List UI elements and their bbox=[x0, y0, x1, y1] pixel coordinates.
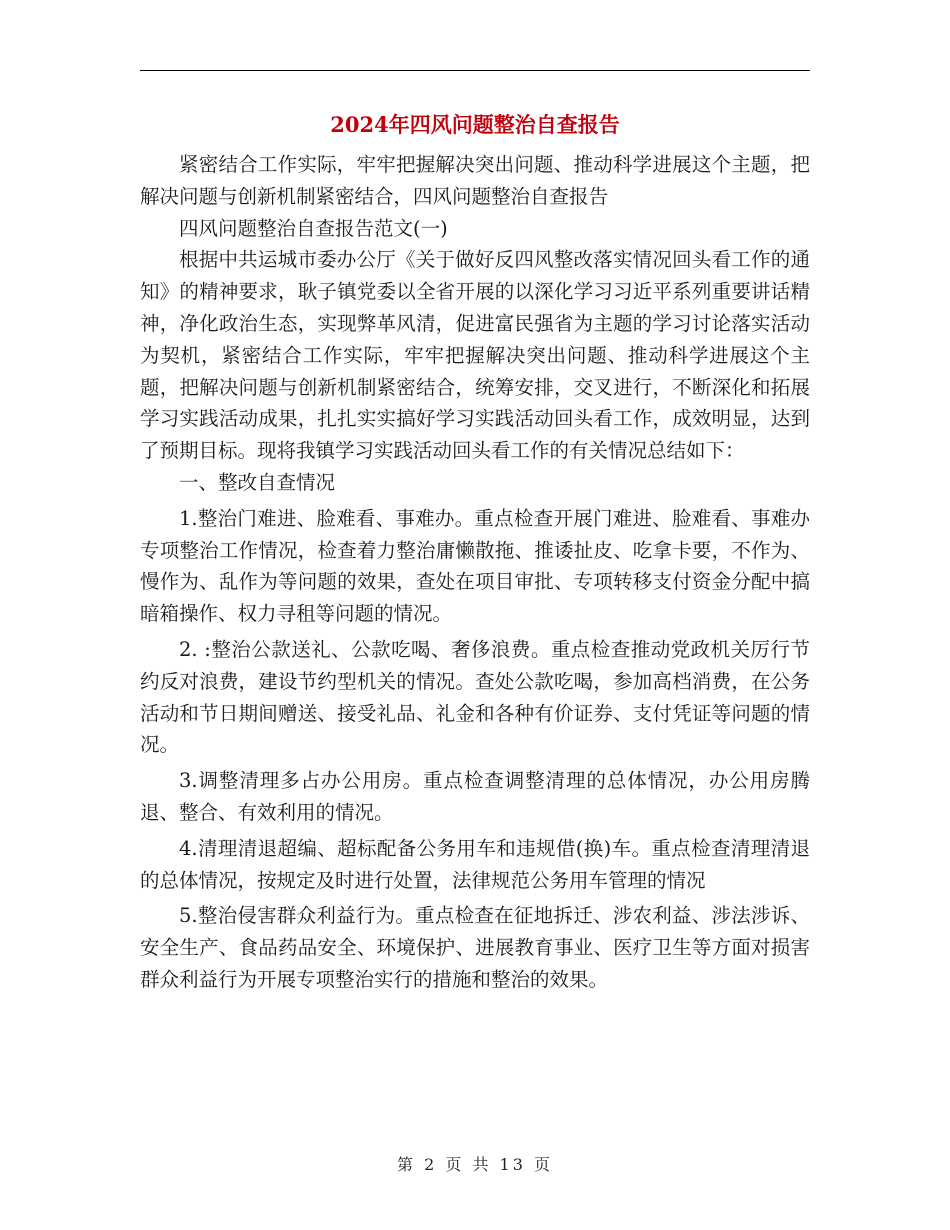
paragraph-item-1: 1.整治门难进、脸难看、事难办。重点检查开展门难进、脸难看、事难办专项整治工作情况，检查着力整治庸懒散拖、推诿扯皮、吃拿卡要，不作为、慢作为、乱作为等问题的效果，查处在项目审批、专项转移支付资金分配中搞暗箱操作、权力寻租等问题的情况。 bbox=[140, 506, 810, 626]
paragraph-subtitle: 四风问题整治自查报告范文(一) bbox=[179, 216, 448, 240]
document-body bbox=[140, 149, 810, 996]
paragraph-background: 根据中共运城市委办公厅《关于做好反四风整改落实情况回头看工作的通知》的精神要求，耿子镇党委以全省开展的以深化学习习近平系列重要讲话精神，净化政治生态，实现弊革风清，促进富民强省为主题的学习讨论落实活动为契机，紧密结合工作实际，牢牢把握解决突出问题、推动科学进展这个主题，把解决问题与创新机制紧密结合，统筹安排，交叉进行，不断深化和拓展学习实践活动成果，扎扎实实搞好学习实践活动回头看工作，成效明显，达到了预期目标。现将我镇学习实践活动回头看工作的有关情况总结如下： bbox=[140, 248, 810, 463]
header-rule bbox=[140, 70, 810, 71]
paragraph-item-2: 2. :整治公款送礼、公款吃喝、奢侈浪费。重点检查推动党政机关厉行节约反对浪费，建设节约型机关的情况。查处公款吃喝，参加高档消费，在公务活动和节日期间赠送、接受礼品、礼金和各种有价证券、支付凭证等问题的情况。 bbox=[140, 637, 810, 757]
paragraph-item-5: 5.整治侵害群众利益行为。重点检查在征地拆迁、涉农利益、涉法涉诉、安全生产、食品药品安全、环境保护、进展教育事业、医疗卫生等方面对损害群众利益行为开展专项整治实行的措施和整治的效果。 bbox=[140, 904, 810, 991]
section-heading: 一、整改自查情况 bbox=[179, 470, 336, 494]
paragraph-item-4: 4.清理清退超编、超标配备公务用车和违规借(换)车。重点检查清理清退的总体情况，按规定及时进行处置，法律规范公务用车管理的情况 bbox=[140, 836, 810, 892]
page-number-footer: 第 2 页 共 13 页 bbox=[397, 1155, 553, 1174]
paragraph-item-3: 3.调整清理多占办公用房。重点检查调整清理的总体情况，办公用房腾退、整合、有效利用的情况。 bbox=[140, 769, 810, 824]
paragraph-intro: 紧密结合工作实际，牢牢把握解决突出问题、推动科学进展这个主题，把解决问题与创新机制紧密结合，四风问题整治自查报告 bbox=[140, 153, 810, 208]
document-title: 2024年四风问题整治自查报告 bbox=[330, 112, 620, 137]
